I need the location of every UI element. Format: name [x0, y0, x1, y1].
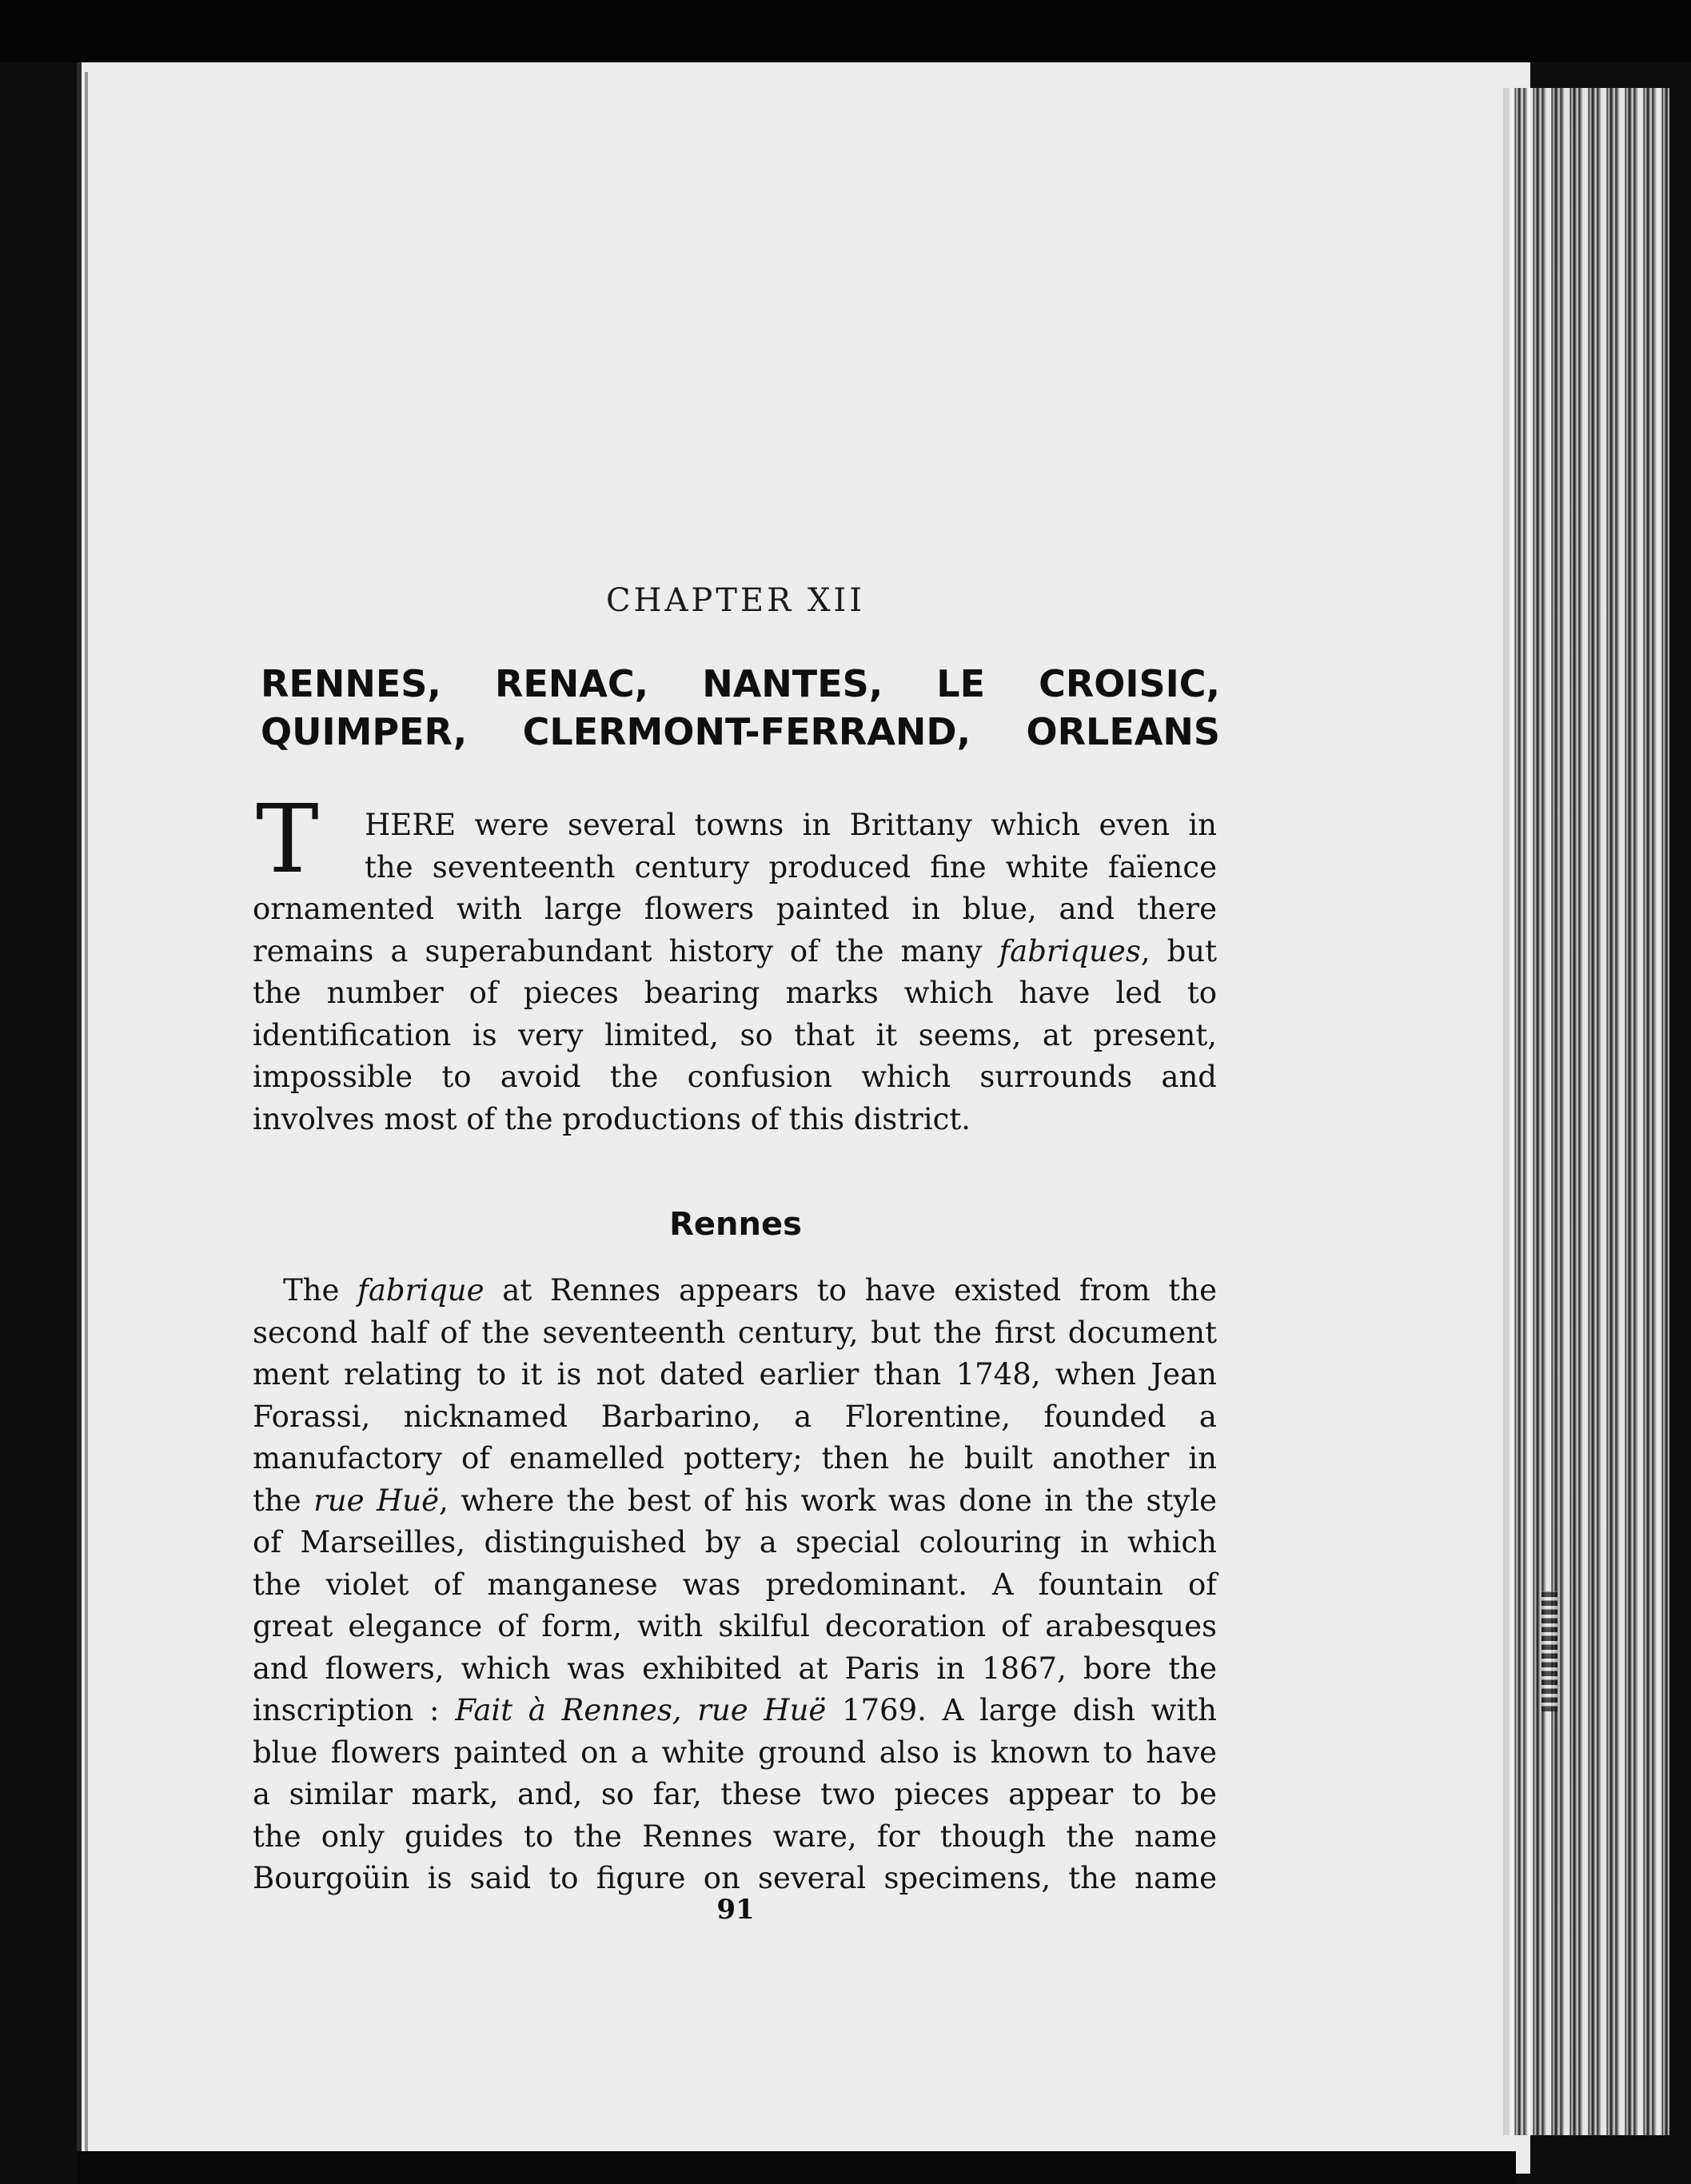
rue-hue-italic: rue Huë	[313, 1483, 439, 1518]
rennes-line: Forassi, nicknamed Barbarino, a Florentine, founded a	[253, 1399, 1217, 1434]
rennes-line: and flowers, which was exhibited at Paris in 1867, bore the	[253, 1651, 1217, 1686]
intro-line: identification is very limited, so that it seems, at present,	[253, 1017, 1217, 1052]
rennes-line: ment relating to it is not dated earlier than 1748, when Jean	[253, 1357, 1217, 1391]
rennes-line: great elegance of form, with skilful decoration of arabesques	[253, 1609, 1217, 1643]
chapter-heading: CHAPTER XII	[605, 582, 866, 619]
intro-text: , but	[1140, 933, 1217, 968]
rennes-text: 1769. A large dish with	[826, 1693, 1217, 1727]
rennes-line: the violet of manganese was predominant. A fountain of	[253, 1567, 1217, 1602]
intro-line: ornamented with large flowers painted in blue, and there	[253, 892, 1217, 926]
intro-line: the number of pieces bearing marks which have led to	[253, 976, 1217, 1010]
rennes-text: at Rennes appears to have existed from the	[484, 1273, 1217, 1308]
rennes-line: the only guides to the Rennes ware, for though the name	[253, 1819, 1217, 1854]
rennes-line	[253, 1270, 1217, 1312]
intro-line: impossible to avoid the confusion which surrounds and	[253, 1060, 1217, 1094]
rennes-line: of Marseilles, distinguished by a special colouring in which	[253, 1525, 1217, 1559]
rennes-line: manufactory of enamelled pottery; then he built another in	[253, 1441, 1217, 1475]
intro-line: HERE were several towns in Brittany which even in	[365, 808, 1217, 842]
rennes-text: the	[253, 1483, 314, 1518]
rennes-paragraph	[253, 1270, 1217, 1900]
chapter-title-line-1: RENNES, RENAC, NANTES, LE CROISIC,	[261, 662, 1220, 705]
rennes-line: second half of the seventeenth century, but the first document	[253, 1315, 1217, 1350]
rennes-text: inscription :	[253, 1693, 456, 1727]
intro-text: remains a superabundant history of the many	[253, 933, 999, 968]
fabriques-italic: fabriques	[999, 933, 1141, 968]
intro-line	[253, 931, 1217, 973]
chapter-title-line-2: QUIMPER, CLERMONT-FERRAND, ORLEANS	[261, 710, 1220, 753]
chapter-title	[261, 660, 1220, 756]
drop-cap: T	[256, 784, 319, 894]
rennes-line: Bourgoüin is said to figure on several specimens, the name	[253, 1861, 1217, 1895]
intro-line: the seventeenth century produced fine white faïence	[365, 849, 1217, 884]
fabrique-italic: fabrique	[357, 1273, 485, 1308]
inscription-italic: Fait à Rennes, rue Huë	[455, 1693, 827, 1727]
intro-line: involves most of the productions of this district.	[253, 1101, 971, 1136]
rennes-text: The	[283, 1273, 358, 1308]
rennes-line: a similar mark, and, so far, these two pieces appear to be	[253, 1777, 1217, 1811]
rennes-text: , where the best of his work was done in the style	[439, 1483, 1217, 1518]
rennes-line	[253, 1690, 1217, 1732]
section-heading: Rennes	[669, 1206, 802, 1243]
rennes-line	[253, 1480, 1217, 1523]
rennes-line: blue flowers painted on a white ground also is known to have	[253, 1735, 1217, 1770]
page-number: 91	[716, 1894, 755, 1926]
intro-paragraph	[253, 805, 1217, 1140]
